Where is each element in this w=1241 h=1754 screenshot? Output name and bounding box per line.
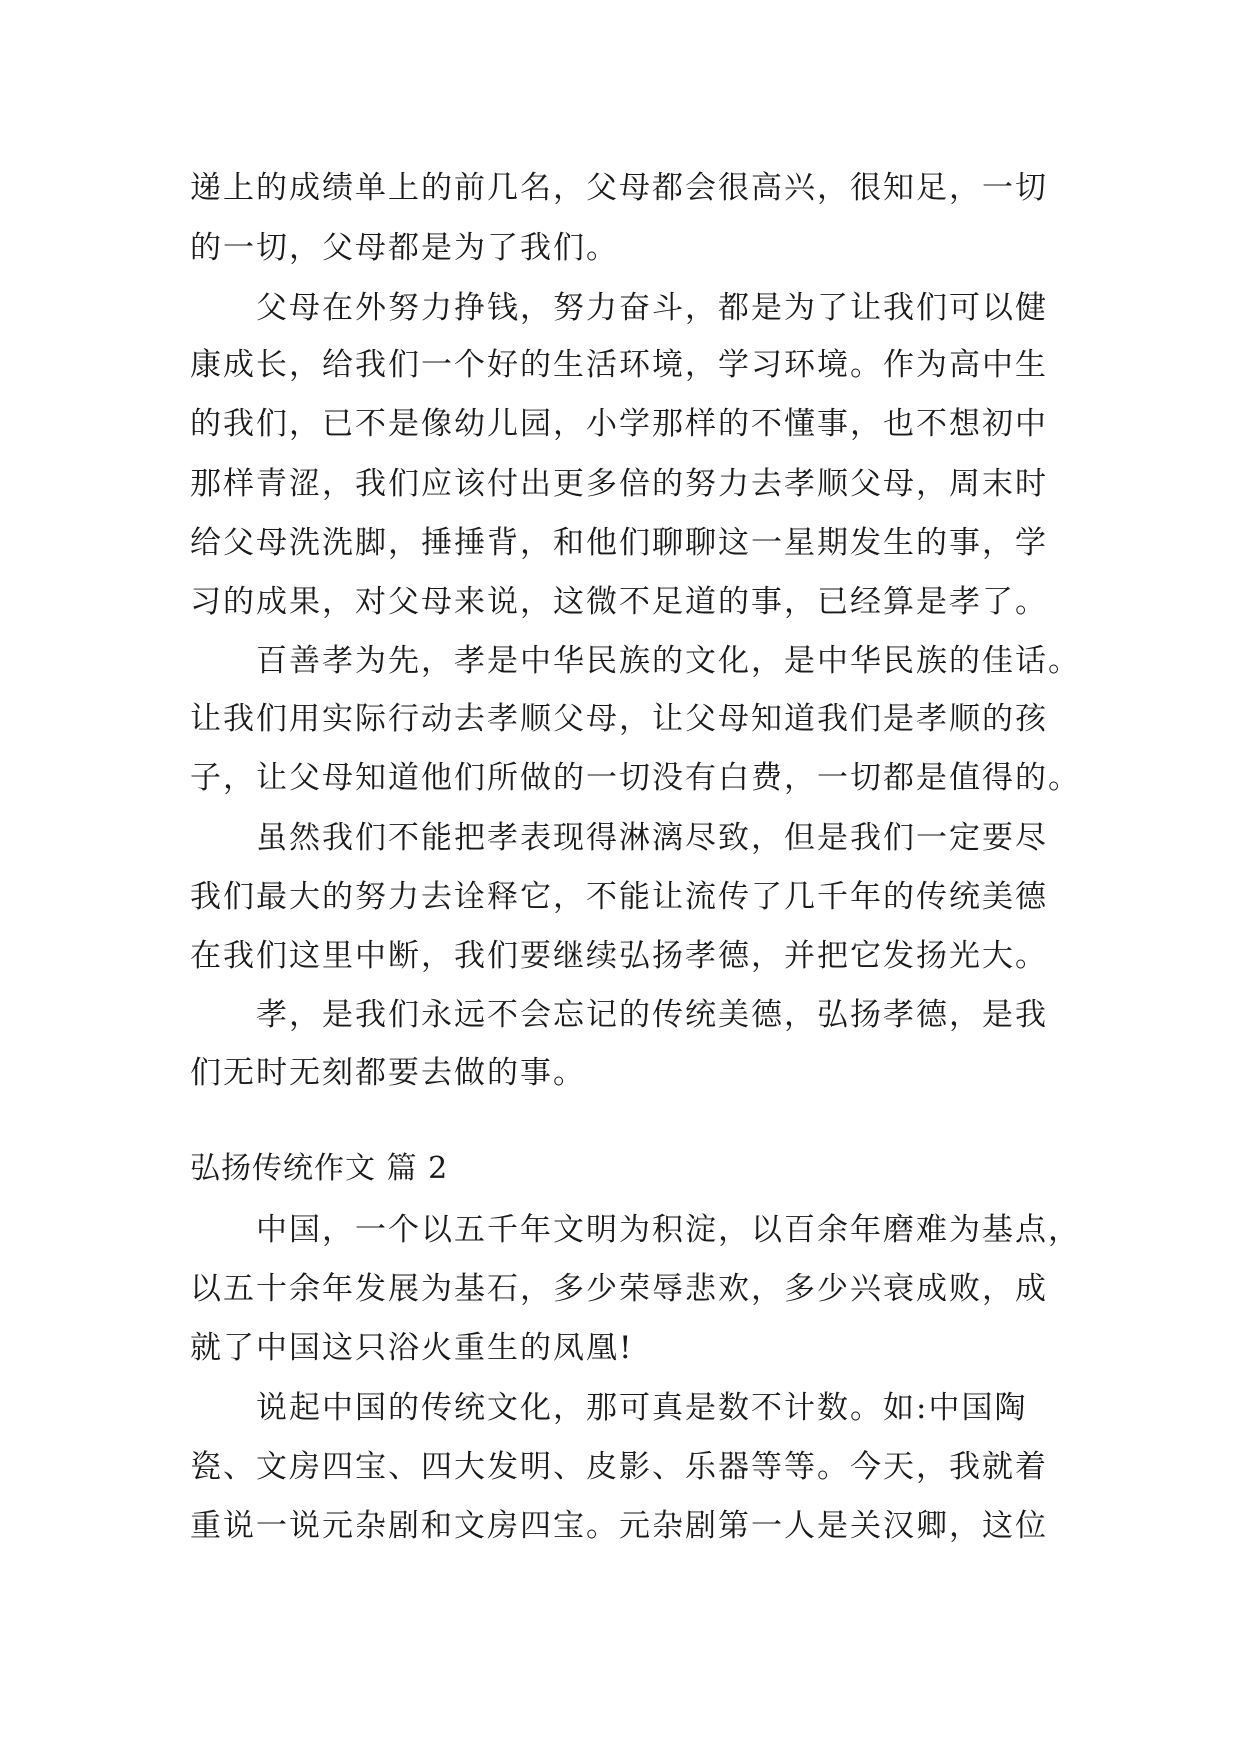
text-line: 递上的成绩单上的前几名，父母都会很高兴，很知足，一切 xyxy=(190,170,1048,206)
text-line: 给父母洗洗脚，捶捶背，和他们聊聊这一星期发生的事，学 xyxy=(190,525,1048,561)
text-line: 康成长，给我们一个好的生活环境，学习环境。作为高中生 xyxy=(190,347,1048,383)
section-title: 弘扬传统作文 篇 2 xyxy=(190,1151,449,1186)
text-line: 习的成果，对父母来说，这微不足道的事，已经算是孝了。 xyxy=(190,584,1048,620)
text-line: 的我们，已不是像幼儿园，小学那样的不懂事，也不想初中 xyxy=(190,406,1048,442)
text-line: 虽然我们不能把孝表现得淋漓尽致，但是我们一定要尽 xyxy=(190,820,1048,856)
text-line: 父母在外努力挣钱，努力奋斗，都是为了让我们可以健 xyxy=(190,290,1048,326)
text-line: 子，让父母知道他们所做的一切没有白费，一切都是值得的。 xyxy=(190,760,1081,796)
text-line: 瓷、文房四宝、四大发明、皮影、乐器等等。今天，我就着 xyxy=(190,1449,1048,1485)
text-line: 孝，是我们永远不会忘记的传统美德，弘扬孝德，是我 xyxy=(190,997,1048,1033)
text-line: 百善孝为先，孝是中华民族的文化，是中华民族的佳话。 xyxy=(190,643,1081,679)
text-line: 重说一说元杂剧和文房四宝。元杂剧第一人是关汉卿，这位 xyxy=(190,1508,1048,1544)
text-line: 中国，一个以五千年文明为积淀，以百余年磨难为基点， xyxy=(190,1212,1081,1248)
text-line: 那样青涩，我们应该付出更多倍的努力去孝顺父母，周末时 xyxy=(190,466,1048,502)
text-line: 说起中国的传统文化，那可真是数不计数。如:中国陶 xyxy=(190,1390,1028,1426)
text-line: 们无时无刻都要去做的事。 xyxy=(190,1055,586,1091)
text-line: 我们最大的努力去诠释它，不能让流传了几千年的传统美德 xyxy=(190,879,1048,915)
text-line: 就了中国这只浴火重生的凤凰! xyxy=(190,1330,634,1366)
text-line: 在我们这里中断，我们要继续弘扬孝德，并把它发扬光大。 xyxy=(190,938,1048,974)
text-line: 以五十余年发展为基石，多少荣辱悲欢，多少兴衰成败，成 xyxy=(190,1271,1048,1307)
text-line: 的一切，父母都是为了我们。 xyxy=(190,230,619,266)
text-line: 让我们用实际行动去孝顺父母，让父母知道我们是孝顺的孩 xyxy=(190,701,1048,737)
